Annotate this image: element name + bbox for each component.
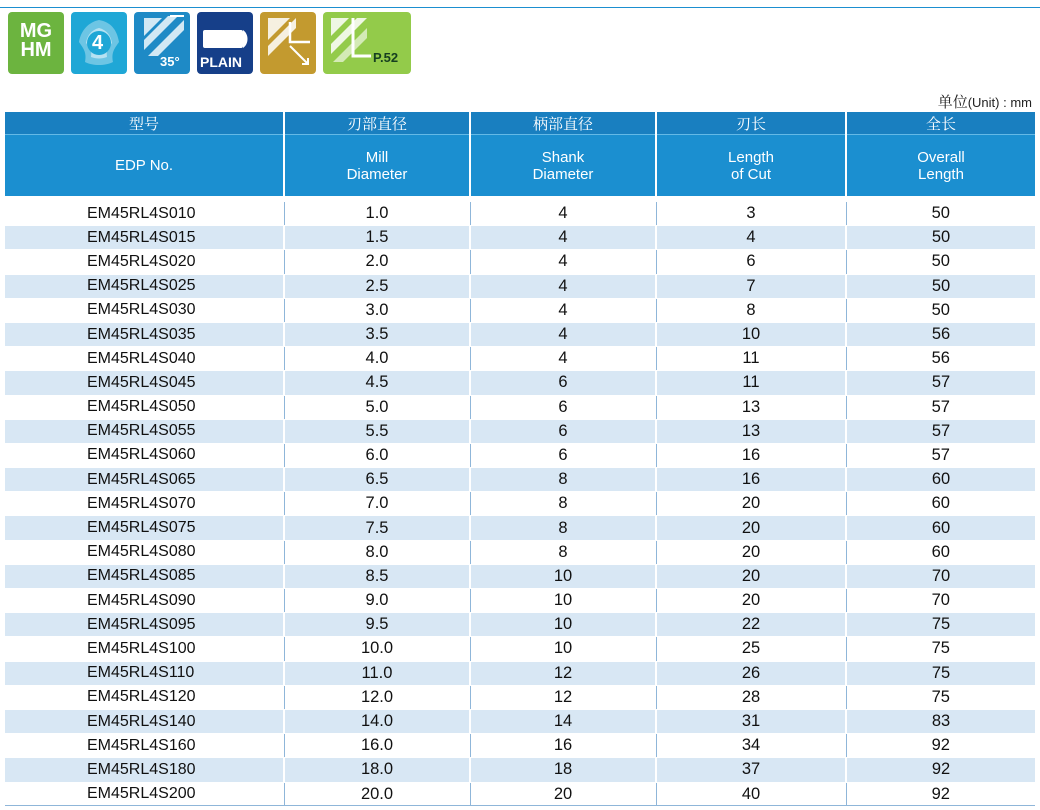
cell-length-of-cut: 7 (656, 274, 846, 298)
cell-edp-no: EM45RL4S015 (5, 226, 284, 250)
cell-edp-no: EM45RL4S080 (5, 540, 284, 564)
col-header-cn: 型号 (5, 112, 284, 135)
cell-edp-no: EM45RL4S075 (5, 516, 284, 540)
table-row (5, 709, 1035, 733)
cell-shank-diameter: 6 (470, 443, 656, 467)
cell-shank-diameter: 6 (470, 371, 656, 395)
cell-shank-diameter: 6 (470, 395, 656, 419)
cell-shank-diameter: 4 (470, 274, 656, 298)
table-row (5, 347, 1035, 371)
cell-overall-length: 75 (846, 685, 1035, 709)
cell-mill-diameter: 7.5 (284, 516, 470, 540)
helix-angle: 35° (160, 54, 180, 69)
cell-shank-diameter: 18 (470, 758, 656, 782)
cell-mill-diameter: 1.5 (284, 226, 470, 250)
col-header-en-line2: Length (918, 165, 964, 183)
cell-length-of-cut: 20 (656, 540, 846, 564)
cell-overall-length: 57 (846, 419, 1035, 443)
cell-overall-length: 92 (846, 758, 1035, 782)
table-row (5, 516, 1035, 540)
cell-mill-diameter: 8.0 (284, 540, 470, 564)
cell-edp-no: EM45RL4S050 (5, 395, 284, 419)
table-body (5, 196, 1035, 806)
col-header-en-line2: Diameter (346, 165, 408, 183)
cell-overall-length: 92 (846, 734, 1035, 758)
cell-shank-diameter: 10 (470, 637, 656, 661)
cell-mill-diameter: 1.0 (284, 202, 470, 226)
plain-shank-icon (197, 12, 253, 74)
table-row (5, 758, 1035, 782)
cell-overall-length: 60 (846, 516, 1035, 540)
cell-mill-diameter: 10.0 (284, 637, 470, 661)
cell-length-of-cut: 26 (656, 661, 846, 685)
cell-length-of-cut: 22 (656, 613, 846, 637)
cell-shank-diameter: 4 (470, 226, 656, 250)
cell-length-of-cut: 11 (656, 371, 846, 395)
unit-label-en: (Unit) : mm (967, 95, 1032, 110)
cell-overall-length: 50 (846, 298, 1035, 322)
material-mghm-icon (8, 12, 64, 74)
unit-label-cn: 单位 (937, 94, 968, 111)
cell-overall-length: 50 (846, 202, 1035, 226)
cell-length-of-cut: 20 (656, 564, 846, 588)
cell-shank-diameter: 8 (470, 468, 656, 492)
cell-length-of-cut: 3 (656, 202, 846, 226)
cell-edp-no: EM45RL4S040 (5, 347, 284, 371)
cell-overall-length: 70 (846, 589, 1035, 613)
col-header-en (846, 135, 1035, 197)
cell-edp-no: EM45RL4S030 (5, 298, 284, 322)
table-row (5, 613, 1035, 637)
cell-length-of-cut: 4 (656, 226, 846, 250)
col-header-en-line2: Diameter (532, 165, 594, 183)
table-row (5, 250, 1035, 274)
cell-overall-length: 56 (846, 347, 1035, 371)
page-reference-icon (323, 12, 411, 74)
cell-edp-no: EM45RL4S140 (5, 709, 284, 733)
header-row-en (5, 135, 1035, 197)
cell-edp-no: EM45RL4S045 (5, 371, 284, 395)
cell-length-of-cut: 6 (656, 250, 846, 274)
cell-edp-no: EM45RL4S095 (5, 613, 284, 637)
cell-overall-length: 70 (846, 564, 1035, 588)
cell-length-of-cut: 20 (656, 516, 846, 540)
cell-edp-no: EM45RL4S055 (5, 419, 284, 443)
cell-mill-diameter: 4.0 (284, 347, 470, 371)
flute-count-icon (71, 12, 127, 74)
cell-edp-no: EM45RL4S090 (5, 589, 284, 613)
col-header-cn: 全长 (846, 112, 1035, 135)
cell-shank-diameter: 4 (470, 347, 656, 371)
cell-length-of-cut: 11 (656, 347, 846, 371)
cell-length-of-cut: 20 (656, 589, 846, 613)
cell-shank-diameter: 8 (470, 540, 656, 564)
cell-mill-diameter: 6.5 (284, 468, 470, 492)
cell-edp-no: EM45RL4S010 (5, 202, 284, 226)
cell-mill-diameter: 2.0 (284, 250, 470, 274)
cell-overall-length: 60 (846, 540, 1035, 564)
table-row (5, 661, 1035, 685)
cell-overall-length: 75 (846, 637, 1035, 661)
cell-mill-diameter: 3.5 (284, 322, 470, 346)
cell-length-of-cut: 20 (656, 492, 846, 516)
col-header-en-line1: Shank (541, 148, 585, 166)
cell-shank-diameter: 4 (470, 250, 656, 274)
table-row (5, 298, 1035, 322)
col-header-en-line1: Overall (917, 148, 965, 166)
cell-shank-diameter: 14 (470, 709, 656, 733)
cell-shank-diameter: 10 (470, 564, 656, 588)
cell-shank-diameter: 8 (470, 516, 656, 540)
cell-shank-diameter: 8 (470, 492, 656, 516)
cell-edp-no: EM45RL4S025 (5, 274, 284, 298)
page-ref: P.52 (373, 50, 399, 65)
material-line1: MG (19, 20, 53, 42)
col-header-cn: 柄部直径 (470, 112, 656, 135)
table-row (5, 371, 1035, 395)
table-row (5, 782, 1035, 806)
col-header-en-line1: EDP No. (114, 157, 174, 174)
cell-mill-diameter: 12.0 (284, 685, 470, 709)
cell-overall-length: 57 (846, 371, 1035, 395)
cell-shank-diameter: 20 (470, 782, 656, 806)
cell-length-of-cut: 16 (656, 468, 846, 492)
corner-radius-icon (260, 12, 316, 74)
unit-label (938, 91, 1032, 112)
cell-edp-no: EM45RL4S085 (5, 564, 284, 588)
cell-overall-length: 92 (846, 782, 1035, 806)
cell-mill-diameter: 5.5 (284, 419, 470, 443)
cell-length-of-cut: 16 (656, 443, 846, 467)
col-header-en (284, 135, 470, 197)
col-header-en-line2: of Cut (730, 165, 772, 183)
table-row (5, 274, 1035, 298)
cell-shank-diameter: 10 (470, 589, 656, 613)
cell-length-of-cut: 31 (656, 709, 846, 733)
table-row (5, 322, 1035, 346)
table-row (5, 419, 1035, 443)
cell-length-of-cut: 37 (656, 758, 846, 782)
cell-mill-diameter: 9.5 (284, 613, 470, 637)
cell-overall-length: 60 (846, 468, 1035, 492)
cell-mill-diameter: 5.0 (284, 395, 470, 419)
col-header-en-line1: Length (728, 148, 774, 166)
product-spec-table (5, 112, 1035, 807)
bottom-rule (5, 805, 1035, 806)
top-rule (0, 7, 1040, 8)
material-line2: HM (20, 39, 52, 61)
cell-mill-diameter: 3.0 (284, 298, 470, 322)
cell-edp-no: EM45RL4S180 (5, 758, 284, 782)
cell-length-of-cut: 25 (656, 637, 846, 661)
cell-mill-diameter: 2.5 (284, 274, 470, 298)
cell-mill-diameter: 8.5 (284, 564, 470, 588)
cell-overall-length: 56 (846, 322, 1035, 346)
cell-overall-length: 60 (846, 492, 1035, 516)
col-header-cn: 刃部直径 (284, 112, 470, 135)
cell-overall-length: 75 (846, 661, 1035, 685)
cell-edp-no: EM45RL4S070 (5, 492, 284, 516)
helix-angle-icon (134, 12, 190, 74)
cell-edp-no: EM45RL4S120 (5, 685, 284, 709)
table-row (5, 443, 1035, 467)
header-row-cn (5, 112, 1035, 135)
cell-overall-length: 50 (846, 250, 1035, 274)
flute-count: 4 (92, 32, 104, 54)
cell-shank-diameter: 16 (470, 734, 656, 758)
table-row (5, 202, 1035, 226)
cell-length-of-cut: 13 (656, 395, 846, 419)
col-header-en (5, 135, 284, 197)
cell-overall-length: 75 (846, 613, 1035, 637)
table-row (5, 564, 1035, 588)
cell-shank-diameter: 4 (470, 322, 656, 346)
cell-length-of-cut: 40 (656, 782, 846, 806)
table-row (5, 226, 1035, 250)
cell-length-of-cut: 13 (656, 419, 846, 443)
cell-edp-no: EM45RL4S100 (5, 637, 284, 661)
cell-shank-diameter: 12 (470, 685, 656, 709)
table-row (5, 468, 1035, 492)
cell-mill-diameter: 18.0 (284, 758, 470, 782)
table-row (5, 589, 1035, 613)
cell-edp-no: EM45RL4S160 (5, 734, 284, 758)
cell-edp-no: EM45RL4S110 (5, 661, 284, 685)
col-header-cn: 刃长 (656, 112, 846, 135)
cell-mill-diameter: 4.5 (284, 371, 470, 395)
cell-shank-diameter: 6 (470, 419, 656, 443)
cell-edp-no: EM45RL4S065 (5, 468, 284, 492)
col-header-en (656, 135, 846, 197)
cell-length-of-cut: 34 (656, 734, 846, 758)
cell-overall-length: 57 (846, 443, 1035, 467)
cell-length-of-cut: 8 (656, 298, 846, 322)
table-row (5, 492, 1035, 516)
col-header-en (470, 135, 656, 197)
table-row (5, 637, 1035, 661)
cell-edp-no: EM45RL4S060 (5, 443, 284, 467)
shank-type: PLAIN (200, 54, 242, 70)
cell-mill-diameter: 6.0 (284, 443, 470, 467)
cell-shank-diameter: 4 (470, 298, 656, 322)
table-row (5, 395, 1035, 419)
cell-overall-length: 83 (846, 709, 1035, 733)
cell-mill-diameter: 16.0 (284, 734, 470, 758)
cell-mill-diameter: 9.0 (284, 589, 470, 613)
cell-mill-diameter: 7.0 (284, 492, 470, 516)
cell-mill-diameter: 14.0 (284, 709, 470, 733)
table-row (5, 734, 1035, 758)
cell-overall-length: 57 (846, 395, 1035, 419)
cell-shank-diameter: 10 (470, 613, 656, 637)
cell-edp-no: EM45RL4S200 (5, 782, 284, 806)
cell-edp-no: EM45RL4S035 (5, 322, 284, 346)
cell-overall-length: 50 (846, 226, 1035, 250)
cell-length-of-cut: 10 (656, 322, 846, 346)
col-header-en-line1: Mill (365, 148, 389, 166)
table-row (5, 685, 1035, 709)
cell-overall-length: 50 (846, 274, 1035, 298)
cell-edp-no: EM45RL4S020 (5, 250, 284, 274)
table-row (5, 540, 1035, 564)
cell-mill-diameter: 11.0 (284, 661, 470, 685)
cell-length-of-cut: 28 (656, 685, 846, 709)
cell-shank-diameter: 12 (470, 661, 656, 685)
cell-shank-diameter: 4 (470, 202, 656, 226)
cell-mill-diameter: 20.0 (284, 782, 470, 806)
